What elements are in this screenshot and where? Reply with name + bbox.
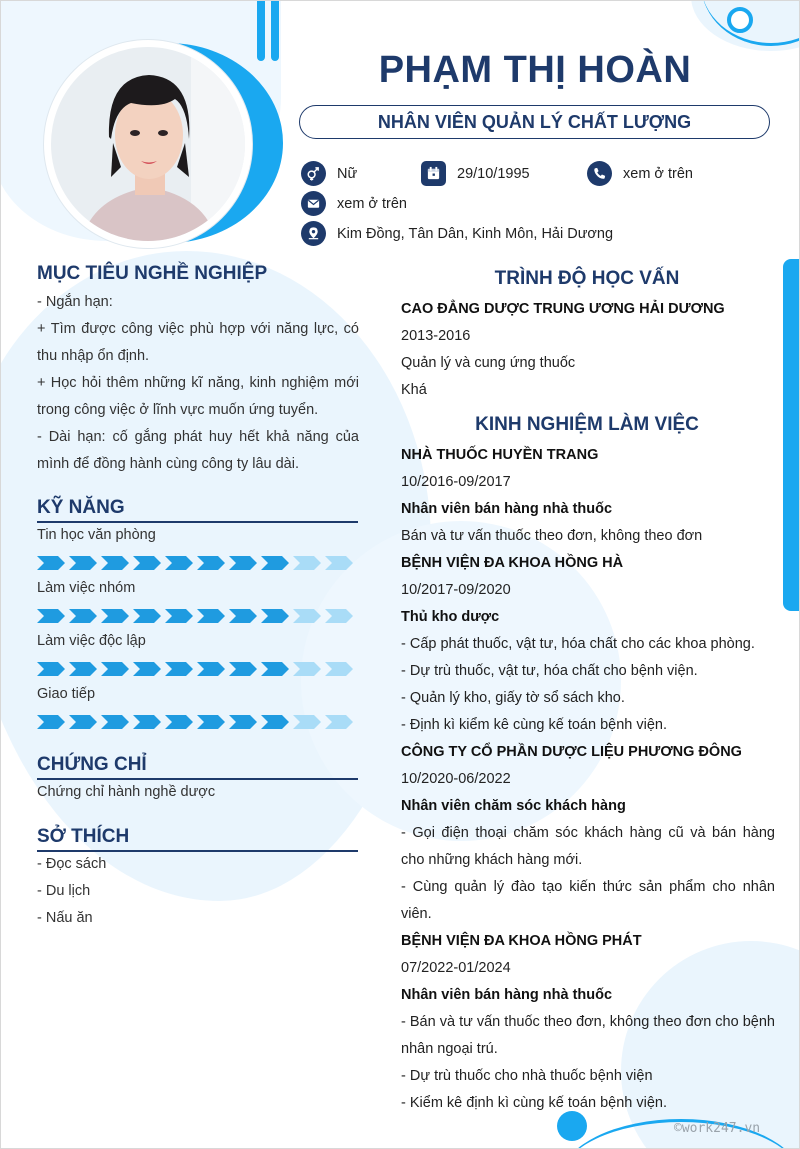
job-period: 10/2020-06/2022 <box>401 771 511 787</box>
job-role: Nhân viên bán hàng nhà thuốc <box>401 987 613 1003</box>
job-detail: - Cùng quản lý đào tạo kiến thức sản phẩm cho nhân viên. <box>401 879 775 922</box>
skill-level-bar <box>37 555 357 571</box>
email-info <box>301 191 407 216</box>
phone-icon <box>587 161 612 186</box>
hobbies-title: SỞ THÍCH <box>37 826 130 847</box>
education-title: TRÌNH ĐỘ HỌC VẤN <box>494 268 680 289</box>
decor-bar <box>257 1 265 61</box>
job-company: NHÀ THUỐC HUYỀN TRANG <box>401 447 599 463</box>
skill-chevron-empty <box>325 556 353 570</box>
job-company: BỆNH VIỆN ĐA KHOA HỒNG HÀ <box>401 555 624 571</box>
objective-title: MỤC TIÊU NGHỀ NGHIỆP <box>37 263 268 284</box>
position-title: NHÂN VIÊN QUẢN LÝ CHẤT LƯỢNG <box>377 111 692 132</box>
hobby-item: - Nấu ăn <box>37 910 93 926</box>
skill-chevron-empty <box>325 609 353 623</box>
objective-line: - Dài hạn: cố gắng phát huy hết khả năng của mình để đồng hành cùng công ty lâu dài. <box>37 429 359 472</box>
skill-chevron-filled <box>101 662 129 676</box>
skill-chevron-filled <box>229 662 257 676</box>
skill-level-bar <box>37 608 357 624</box>
skill-chevron-empty <box>325 662 353 676</box>
education-period: 2013-2016 <box>401 328 471 344</box>
skill-chevron-filled <box>69 609 97 623</box>
phone-value: xem ở trên <box>623 165 693 182</box>
skill-chevron-filled <box>165 662 193 676</box>
location-icon <box>301 221 326 246</box>
address-info <box>301 221 613 246</box>
skill-chevron-filled <box>37 662 65 676</box>
job-detail: - Định kì kiểm kê cùng kế toán bệnh viện. <box>401 717 667 733</box>
skill-chevron-filled <box>133 662 161 676</box>
skill-level-bar <box>37 714 357 730</box>
birthdate-info <box>421 161 530 186</box>
skill-chevron-filled <box>229 715 257 729</box>
hobby-item: - Du lịch <box>37 883 91 899</box>
skill-name: Làm việc nhóm <box>37 580 136 596</box>
experience-title: KINH NGHIỆM LÀM VIỆC <box>475 414 699 435</box>
avatar <box>51 47 245 241</box>
skill-name: Giao tiếp <box>37 686 96 702</box>
skill-chevron-filled <box>101 609 129 623</box>
email-value: xem ở trên <box>337 195 407 212</box>
gender-value: Nữ <box>337 165 358 182</box>
gender-info <box>301 161 357 186</box>
email-icon <box>301 191 326 216</box>
job-role: Nhân viên bán hàng nhà thuốc <box>401 501 613 517</box>
skill-chevron-filled <box>69 715 97 729</box>
skill-chevron-filled <box>133 715 161 729</box>
skill-chevron-filled <box>133 609 161 623</box>
skills-title: KỸ NĂNG <box>37 497 125 518</box>
certificate-item: Chứng chỉ hành nghề dược <box>37 784 216 800</box>
skill-chevron-filled <box>101 715 129 729</box>
job-company: CÔNG TY CỔ PHẦN DƯỢC LIỆU PHƯƠNG ĐÔNG <box>401 744 742 760</box>
skill-chevron-filled <box>37 609 65 623</box>
skill-chevron-empty <box>293 662 321 676</box>
job-period: 10/2017-09/2020 <box>401 582 511 598</box>
skill-chevron-empty <box>293 556 321 570</box>
decor-bar <box>271 1 279 61</box>
skill-chevron-filled <box>69 556 97 570</box>
birthdate-value: 29/10/1995 <box>457 165 530 182</box>
certificates-title: CHỨNG CHỈ <box>37 754 147 775</box>
skill-chevron-filled <box>197 556 225 570</box>
skill-chevron-filled <box>197 609 225 623</box>
job-detail: - Bán và tư vấn thuốc theo đơn, không theo đơn cho bệnh nhân ngoại trú. <box>401 1014 775 1057</box>
calendar-icon <box>421 161 446 186</box>
job-detail: Bán và tư vấn thuốc theo đơn, không theo đơn <box>401 528 703 544</box>
skill-chevron-filled <box>37 715 65 729</box>
objective-line: + Tìm được công việc phù hợp với năng lực, có thu nhập ổn định. <box>37 321 359 364</box>
skill-chevron-filled <box>165 556 193 570</box>
skill-chevron-empty <box>293 715 321 729</box>
avatar-frame <box>43 39 253 249</box>
job-role: Nhân viên chăm sóc khách hàng <box>401 798 626 814</box>
job-period: 10/2016-09/2017 <box>401 474 511 490</box>
address-value: Kim Đồng, Tân Dân, Kinh Môn, Hải Dương <box>337 225 614 242</box>
position-title-box <box>299 105 770 139</box>
job-detail: - Dự trù thuốc, vật tư, hóa chất cho bệnh viện. <box>401 663 698 679</box>
job-detail: - Gọi điện thoại chăm sóc khách hàng cũ và bán hàng cho những khách hàng mới. <box>401 825 775 868</box>
job-detail: - Dự trù thuốc cho nhà thuốc bệnh viện <box>401 1068 653 1084</box>
skill-chevron-filled <box>229 609 257 623</box>
job-role: Thủ kho dược <box>401 609 500 625</box>
skill-chevron-filled <box>261 715 289 729</box>
skill-level-bar <box>37 661 357 677</box>
portrait-image <box>51 47 245 241</box>
candidate-name: PHẠM THỊ HOÀN <box>378 49 692 91</box>
skill-chevron-filled <box>101 556 129 570</box>
job-detail: - Kiểm kê định kì cùng kế toán bệnh viện. <box>401 1095 667 1111</box>
phone-info <box>587 161 693 186</box>
job-company: BỆNH VIỆN ĐA KHOA HỒNG PHÁT <box>401 933 642 949</box>
job-detail: - Cấp phát thuốc, vật tư, hóa chất cho các khoa phòng. <box>401 636 755 652</box>
decor-ring-top <box>727 7 753 33</box>
education-school: CAO ĐẲNG DƯỢC TRUNG ƯƠNG HẢI DƯƠNG <box>401 301 725 317</box>
objective-line: - Ngắn hạn: <box>37 294 113 310</box>
skill-chevron-filled <box>229 556 257 570</box>
skill-name: Tin học văn phòng <box>37 527 156 543</box>
skill-chevron-filled <box>133 556 161 570</box>
skill-name: Làm việc độc lập <box>37 633 146 649</box>
education-major: Quản lý và cung ứng thuốc <box>401 355 576 371</box>
skill-chevron-filled <box>69 662 97 676</box>
skill-chevron-filled <box>261 556 289 570</box>
skill-chevron-empty <box>293 609 321 623</box>
objective-line: + Học hỏi thêm những kĩ năng, kinh nghiệm mới trong công việc ở lĩnh vực muốn ứng tuyển. <box>37 375 359 418</box>
skill-chevron-filled <box>37 556 65 570</box>
skill-chevron-filled <box>261 609 289 623</box>
skill-chevron-filled <box>197 715 225 729</box>
gender-icon <box>301 161 326 186</box>
decor-right-bar <box>783 259 799 611</box>
skill-chevron-filled <box>165 715 193 729</box>
skill-chevron-filled <box>197 662 225 676</box>
education-grade: Khá <box>401 382 427 398</box>
watermark: ©work247.vn <box>674 1121 761 1136</box>
skill-chevron-filled <box>261 662 289 676</box>
job-detail: - Quản lý kho, giấy tờ sổ sách kho. <box>401 690 625 706</box>
skill-chevron-filled <box>165 609 193 623</box>
hobby-item: - Đọc sách <box>37 856 107 872</box>
job-period: 07/2022-01/2024 <box>401 960 511 976</box>
skill-chevron-empty <box>325 715 353 729</box>
